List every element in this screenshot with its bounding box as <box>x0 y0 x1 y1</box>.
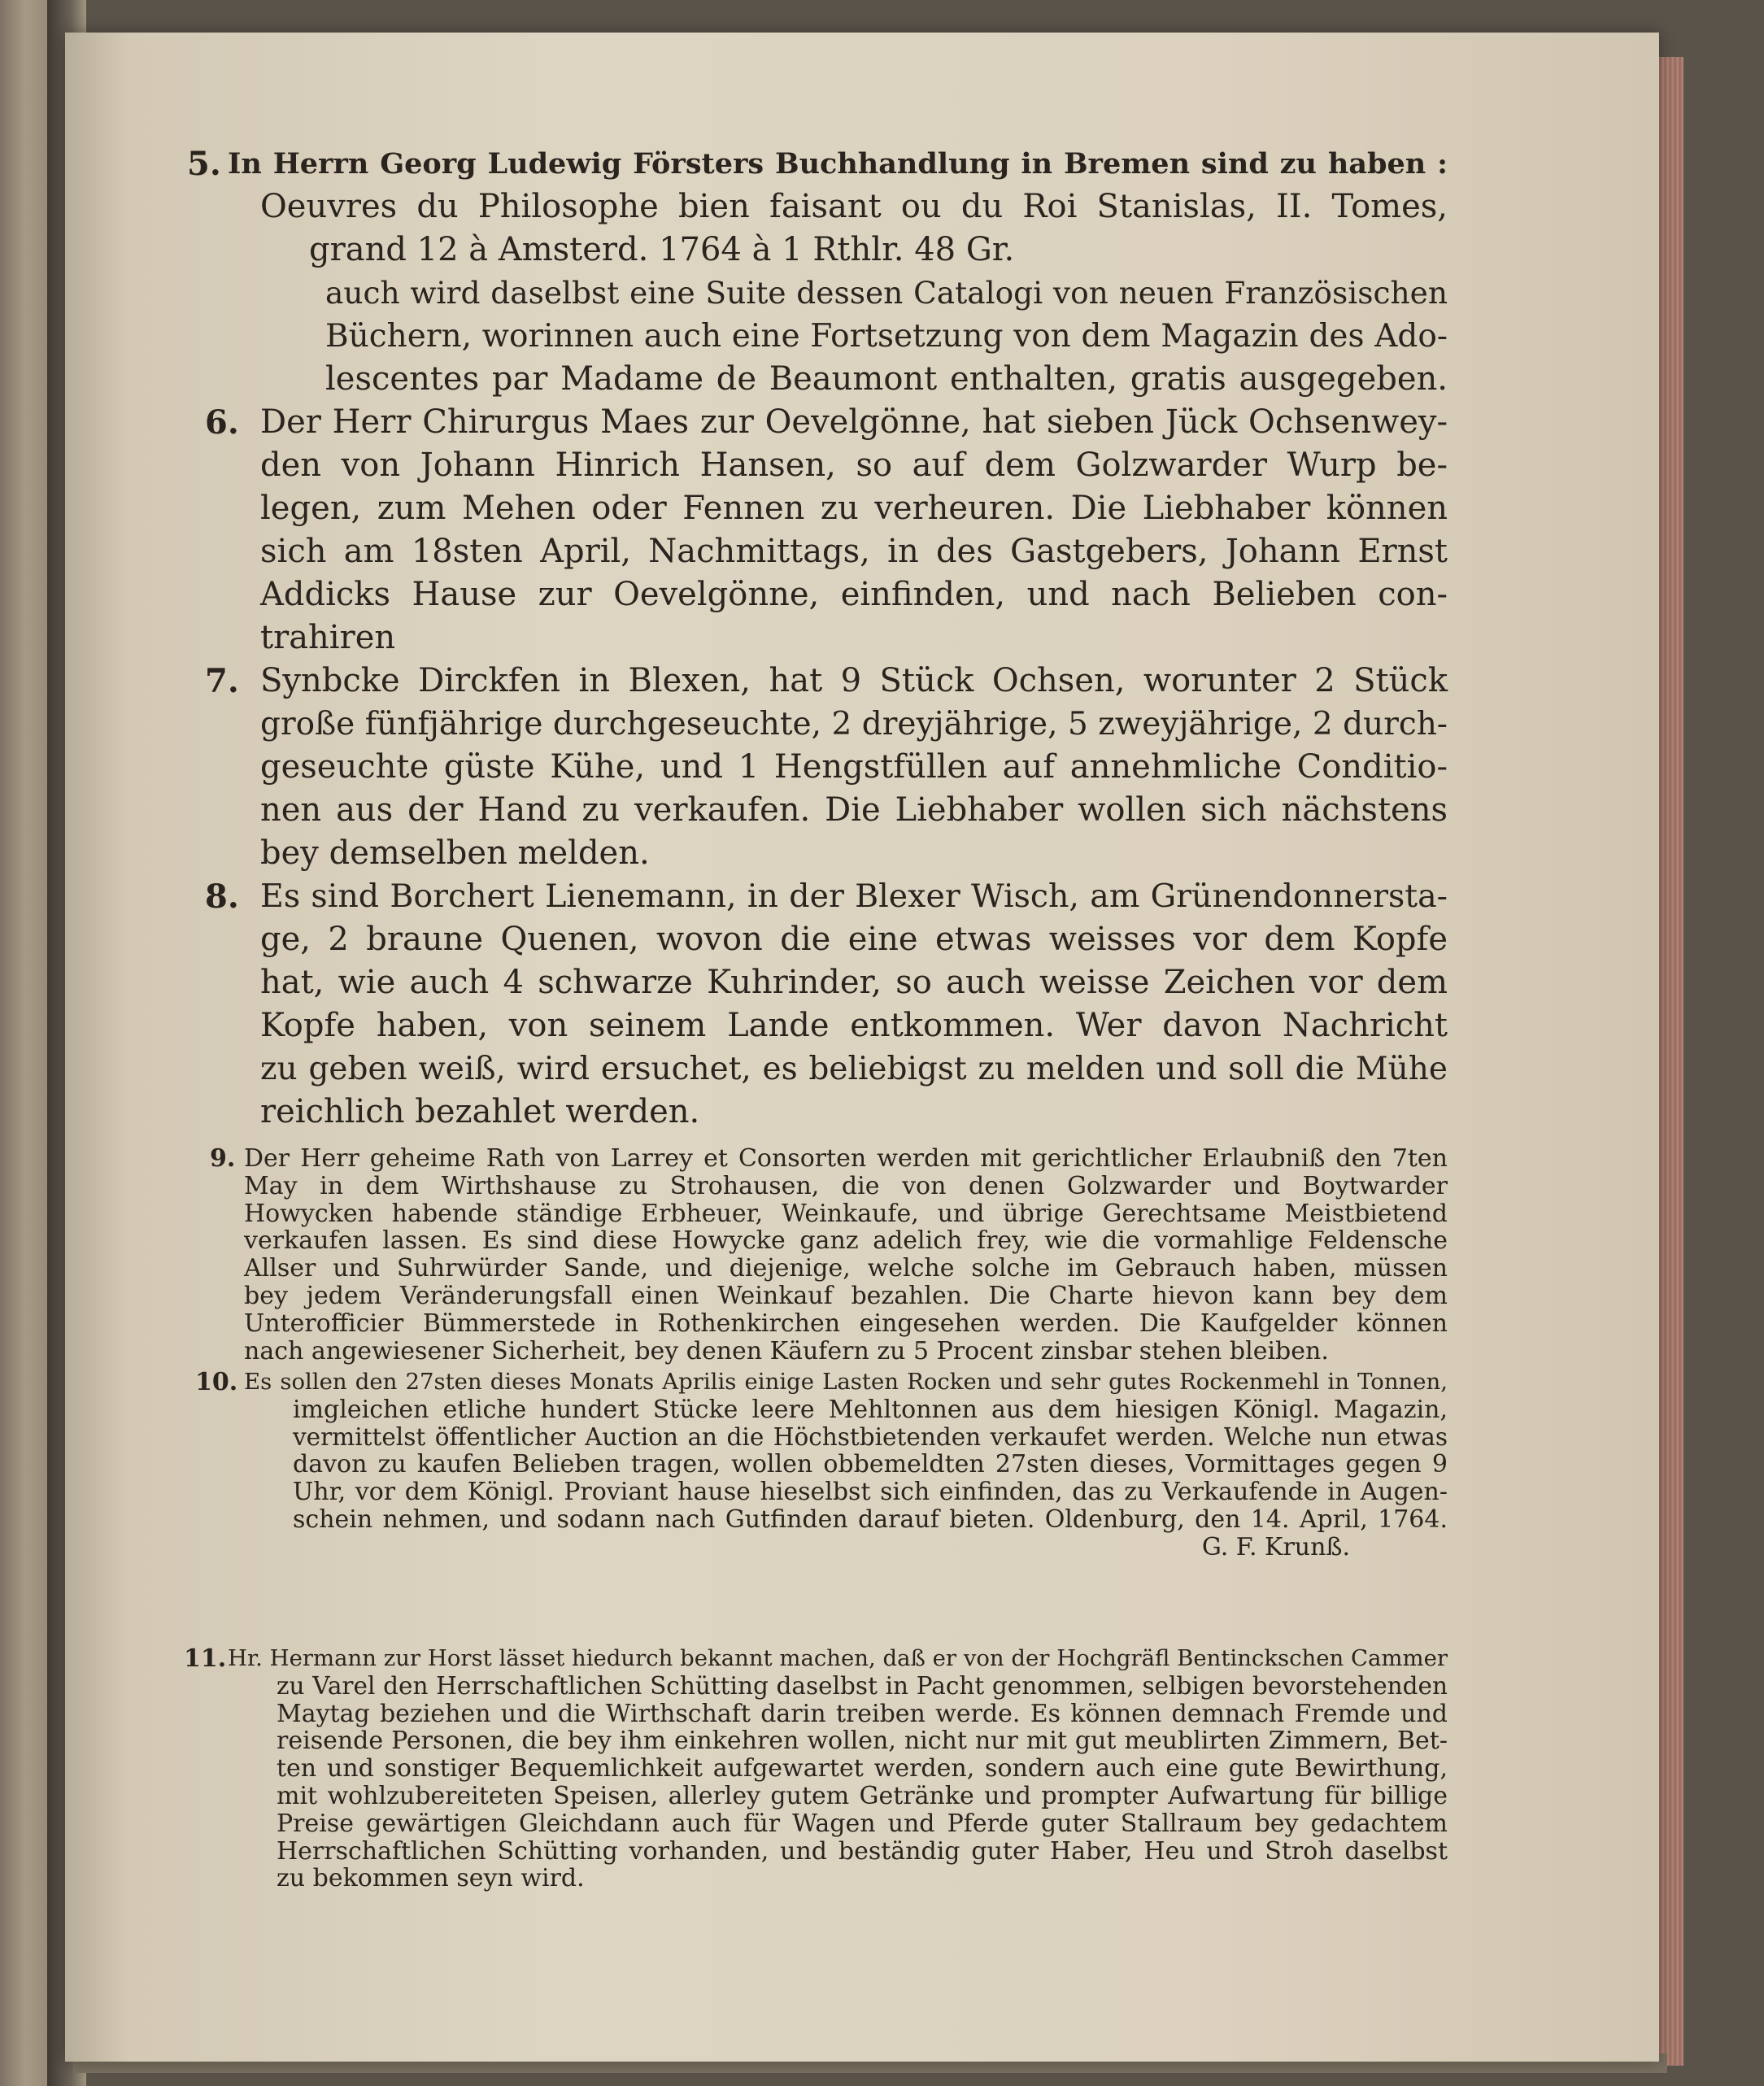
notice-line: Der Herr Chirurgus Maes zur Oevelgönne, hat sieben Jück Ochsenwey- <box>260 403 1448 441</box>
notice-number: 11. <box>184 1644 227 1673</box>
notice-line: trahiren <box>260 619 396 656</box>
notice-number: 7. <box>205 662 239 700</box>
notice-line: verkaufen lassen. Es sind diese Howycke ganz adelich frey, wie die vormahlige Feldensche <box>244 1226 1448 1256</box>
notice-line: imgleichen etliche hundert Stücke leere Mehltonnen aus dem hiesigen Königl. Magazin, <box>293 1395 1448 1424</box>
notice-number: 10. <box>195 1368 238 1396</box>
notice-9 <box>195 1145 1448 1365</box>
notice-line: auch wird daselbst eine Suite dessen Catalogi von neuen Französischen <box>325 275 1448 311</box>
notice-7 <box>195 660 1448 875</box>
notice-line: Der Herr geheime Rath von Larrey et Consorten werden mit gerichtlicher Erlaubniß den 7ten <box>244 1144 1448 1173</box>
notice-line: nach angewiesener Sicherheit, bey denen Käufern zu 5 Procent zinsbar stehen bleiben. <box>244 1336 1329 1365</box>
notice-line: bey demselben melden. <box>260 834 650 872</box>
notice-line: Herrschaftlichen Schütting vorhanden, und beständig guter Haber, Heu und Stroh daselbst <box>277 1836 1448 1866</box>
notice-signature: G. F. Krunß. <box>1201 1532 1350 1561</box>
notice-line: zu bekommen seyn wird. <box>277 1864 585 1893</box>
notice-11 <box>184 1644 1448 1893</box>
notice-line: grand 12 à Amsterd. 1764 à 1 Rthlr. 48 Gr. <box>309 231 1015 268</box>
notice-line: zu geben weiß, wird ersuchet, es beliebigst zu melden und soll die Mühe <box>260 1051 1448 1087</box>
notice-line: sich am 18sten April, Nachmittags, in des Gastgebers, Johann Ernst <box>260 533 1448 570</box>
notice-6 <box>195 401 1448 660</box>
notice-10 <box>195 1369 1448 1561</box>
notice-line: geseuchte güste Kühe, und 1 Hengstfüllen auf annehmliche Conditio- <box>260 748 1448 786</box>
notice-line: Es sind Borchert Lienemann, in der Blexer Wisch, am Grünendonnersta- <box>260 878 1448 915</box>
notice-line: mit wohlzubereiteten Speisen, allerley gutem Getränke und prompter Aufwartung für billige <box>277 1781 1448 1810</box>
notice-line: Addicks Hause zur Oevelgönne, einfinden, und nach Belieben con- <box>260 576 1448 613</box>
notice-line: Uhr, vor dem Königl. Proviant hause hieselbst sich einfinden, das zu Verkaufende in Augen- <box>293 1478 1448 1507</box>
notice-line: May in dem Wirthshause zu Strohausen, die von denen Golzwarder und Boytwarder <box>244 1171 1448 1200</box>
notice-line: hat, wie auch 4 schwarze Kuhrinder, so auch weisse Zeichen vor dem <box>260 964 1448 1001</box>
notice-line: Preise gewärtigen Gleichdann auch für Wagen und Pferde guter Stallraum bey gedachtem <box>277 1809 1448 1838</box>
notice-line: reisende Personen, die bey ihm einkehren wollen, nicht nur mit gut meublirten Zimmern, Bet- <box>277 1727 1448 1756</box>
notice-line: ge, 2 braune Quenen, wovon die eine etwas weisses vor dem Kopfe <box>260 921 1448 958</box>
notice-line: schein nehmen, und sodann nach Gutfinden darauf bieten. Oldenburg, den 14. April, 1764. <box>293 1505 1448 1534</box>
notice-line: reichlich bezahlet werden. <box>260 1093 700 1130</box>
notice-line: Hr. Hermann zur Horst lässet hiedurch bekannt machen, daß er von der Hochgräfl Bentinckschen Cammer <box>228 1645 1448 1671</box>
notice-line: ten und sonstiger Bequemlichkeit aufgewartet werden, sondern auch eine gute Bewirthung, <box>277 1754 1448 1783</box>
notice-line: Es sollen den 27sten dieses Monats Aprilis einige Lasten Rocken und sehr gutes Rockenmehl in Tonnen, <box>244 1369 1448 1395</box>
notice-line: große fünfjährige durchgeseuchte, 2 dreyjährige, 5 zweyjährige, 2 durch- <box>260 706 1448 743</box>
notice-number: 6. <box>205 403 239 442</box>
notice-line: Kopfe haben, von seinem Lande entkommen. Wer davon Nachricht <box>260 1007 1448 1044</box>
notice-number: 8. <box>205 878 239 916</box>
notice-line: davon zu kaufen Belieben tragen, wollen obbemeldten 27sten dieses, Vormittages gegen 9 <box>293 1450 1448 1479</box>
notice-line: Synbcke Dirckfen in Blexen, hat 9 Stück Ochsen, worunter 2 Stück <box>260 662 1448 699</box>
notice-line: Oeuvres du Philosophe bien faisant ou du Roi Stanislas, II. Tomes, <box>260 188 1448 225</box>
notice-line: zu Varel den Herrschaftlichen Schütting daselbst in Pacht genommen, selbigen bevorstehenden <box>277 1671 1448 1700</box>
notice-line: Büchern, worinnen auch eine Fortsetzung von dem Magazin des Ado- <box>325 318 1448 355</box>
notice-number: 9. <box>210 1144 236 1173</box>
notice-line: Allser und Suhrwürder Sande, und diejenige, welche solche im Gebrauch haben, müssen <box>244 1254 1448 1283</box>
notice-line: In Herrn Georg Ludewig Försters Buchhandlung in Bremen sind zu haben : <box>228 147 1448 181</box>
notice-line: legen, zum Mehen oder Fennen zu verheuren. Die Liebhaber können <box>260 490 1448 527</box>
notice-line: Unterofficier Bümmerstede in Rothenkirchen eingesehen werden. Die Kaufgelder können <box>244 1309 1448 1338</box>
notice-line: bey jedem Veränderungsfall einen Weinkauf bezahlen. Die Charte hievon kann bey dem <box>244 1281 1448 1310</box>
notice-number: 5. <box>187 145 221 183</box>
notice-5 <box>187 142 1448 401</box>
notice-line: vermittelst öffentlicher Auction an die Höchstbietenden verkaufet werden. Welche nun etwas <box>293 1422 1448 1451</box>
notice-line: nen aus der Hand zu verkaufen. Die Liebhaber wollen sich nächstens <box>260 791 1448 829</box>
notice-line: Maytag beziehen und die Wirthschaft darin treiben werde. Es können demnach Fremde und <box>277 1699 1448 1728</box>
notice-line: den von Johann Hinrich Hansen, so auf dem Golzwarder Wurp be- <box>260 446 1448 484</box>
notice-line: Howycken habende ständige Erbheuer, Weinkaufe, und übrige Gerechtsame Meistbietend <box>244 1199 1448 1228</box>
notice-line: lescentes par Madame de Beaumont enthalten, gratis ausgegeben. <box>325 360 1448 398</box>
notice-8 <box>195 875 1448 1134</box>
